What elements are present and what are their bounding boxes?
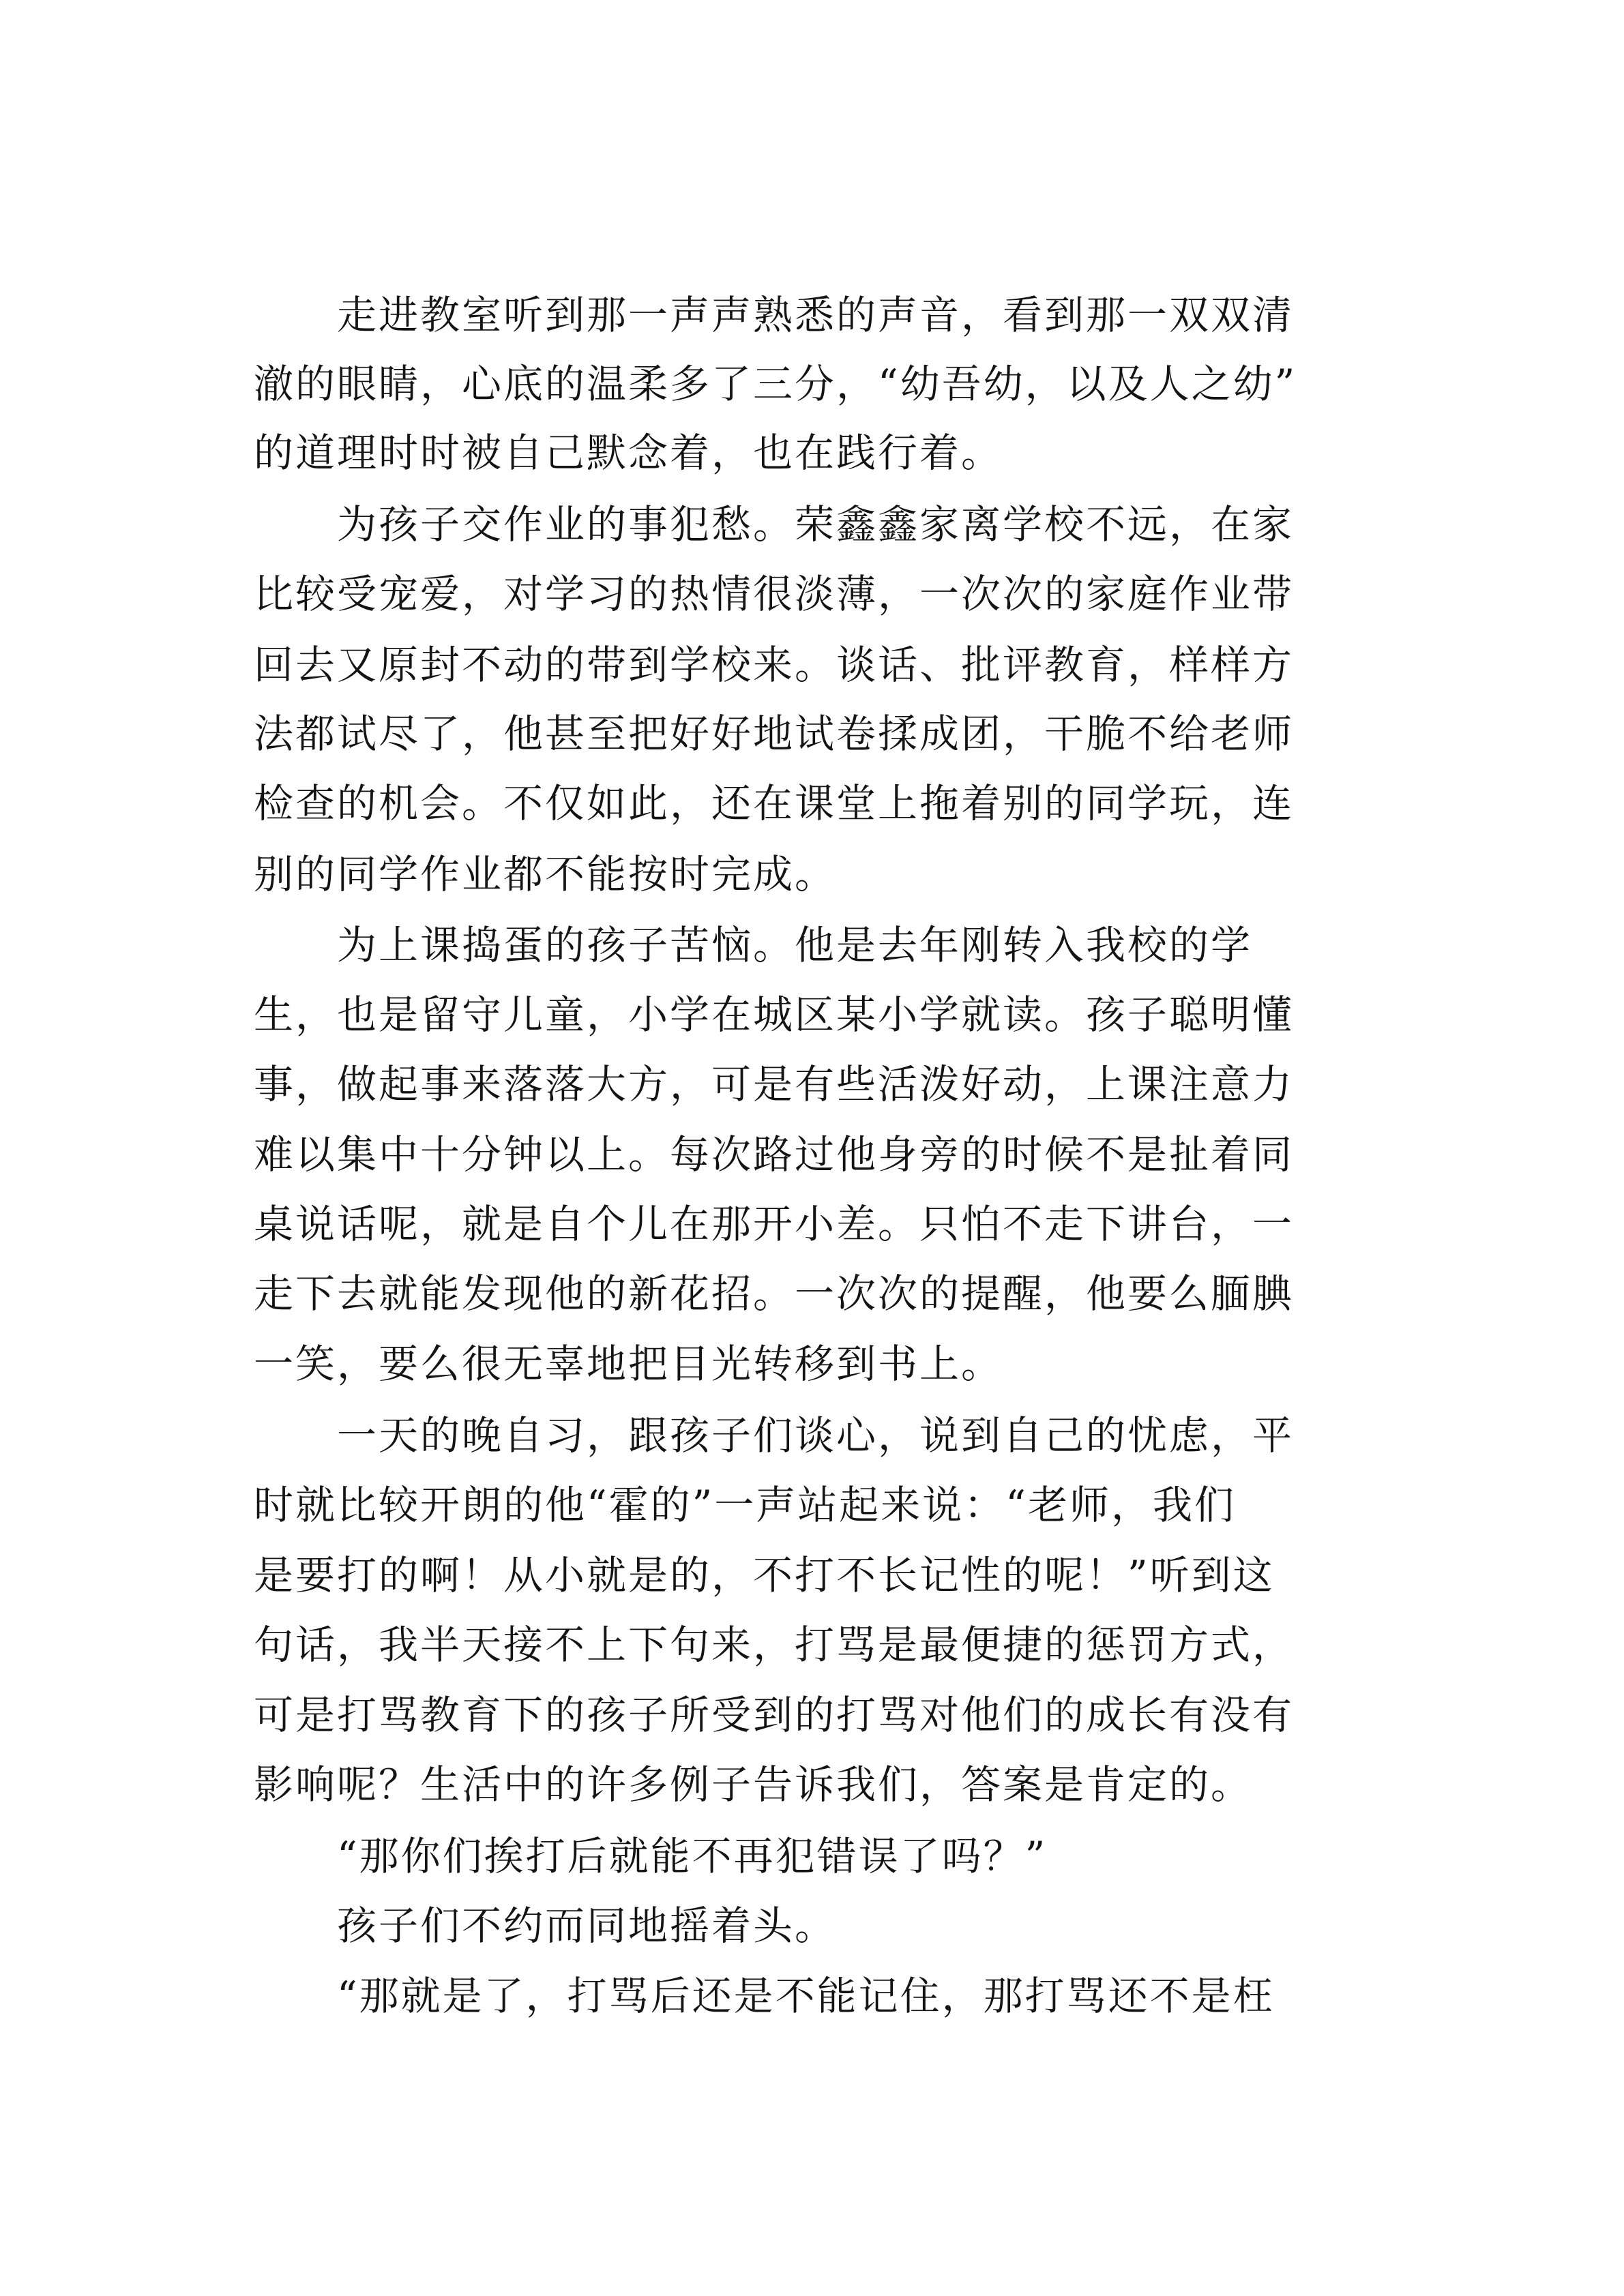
text-line: 一笑，要么很无辜地把目光转移到书上。 [254, 1341, 1003, 1387]
text-line: 比较受宠爱，对学习的热情很淡薄，一次次的家庭作业带 [254, 571, 1295, 617]
text-line: 事，做起事来落落大方，可是有些活泼好动，上课注意力 [254, 1061, 1295, 1107]
text-line: 回去又原封不动的带到学校来。谈话、批评教育，样样方 [254, 642, 1295, 688]
text-line: 一天的晚自习，跟孩子们谈心，说到自己的忧虑，平 [254, 1412, 1295, 1459]
text-line: 别的同学作业都不能按时完成。 [254, 851, 837, 897]
text-line: 澈的眼睛，心底的温柔多了三分，“幼吾幼，以及人之幼” [254, 361, 1297, 407]
text-line: 句话，我半天接不上下句来，打骂是最便捷的惩罚方式， [254, 1622, 1295, 1668]
text-line: “那就是了，打骂后还是不能记住，那打骂还不是枉 [254, 1973, 1275, 2019]
text-line: 桌说话呢，就是自个儿在那开小差。只怕不走下讲台，一 [254, 1201, 1295, 1247]
text-line: 难以集中十分钟以上。每次路过他身旁的时候不是扯着同 [254, 1131, 1295, 1178]
text-line: 走进教室听到那一声声熟悉的声音，看到那一双双清 [254, 292, 1295, 338]
text-line: 检查的机会。不仅如此，还在课堂上拖着别的同学玩，连 [254, 780, 1295, 826]
text-line: 走下去就能发现他的新花招。一次次的提醒，他要么腼腆 [254, 1270, 1295, 1317]
text-line: 是要打的啊！从小就是的，不打不长记性的呢！”听到这 [254, 1552, 1275, 1598]
text-line: 时就比较开朗的他“霍的”一声站起来说：“老师，我们 [254, 1482, 1236, 1528]
text-line: 为上课捣蛋的孩子苦恼。他是去年刚转入我校的学 [254, 922, 1253, 968]
text-line: “那你们挨打后就能不再犯错误了吗？” [254, 1833, 1048, 1879]
text-line: 影响呢？生活中的许多例子告诉我们，答案是肯定的。 [254, 1761, 1253, 1808]
text-line: 的道理时时被自己默念着，也在践行着。 [254, 430, 1003, 476]
text-line: 孩子们不约而同地摇着头。 [254, 1903, 837, 1949]
text-line: 为孩子交作业的事犯愁。荣鑫鑫家离学校不远，在家 [254, 501, 1295, 548]
text-line: 法都试尽了，他甚至把好好地试卷揉成团，干脆不给老师 [254, 711, 1295, 757]
text-line: 生，也是留守儿童，小学在城区某小学就读。孩子聪明懂 [254, 992, 1295, 1038]
text-line: 可是打骂教育下的孩子所受到的打骂对他们的成长有没有 [254, 1692, 1295, 1738]
